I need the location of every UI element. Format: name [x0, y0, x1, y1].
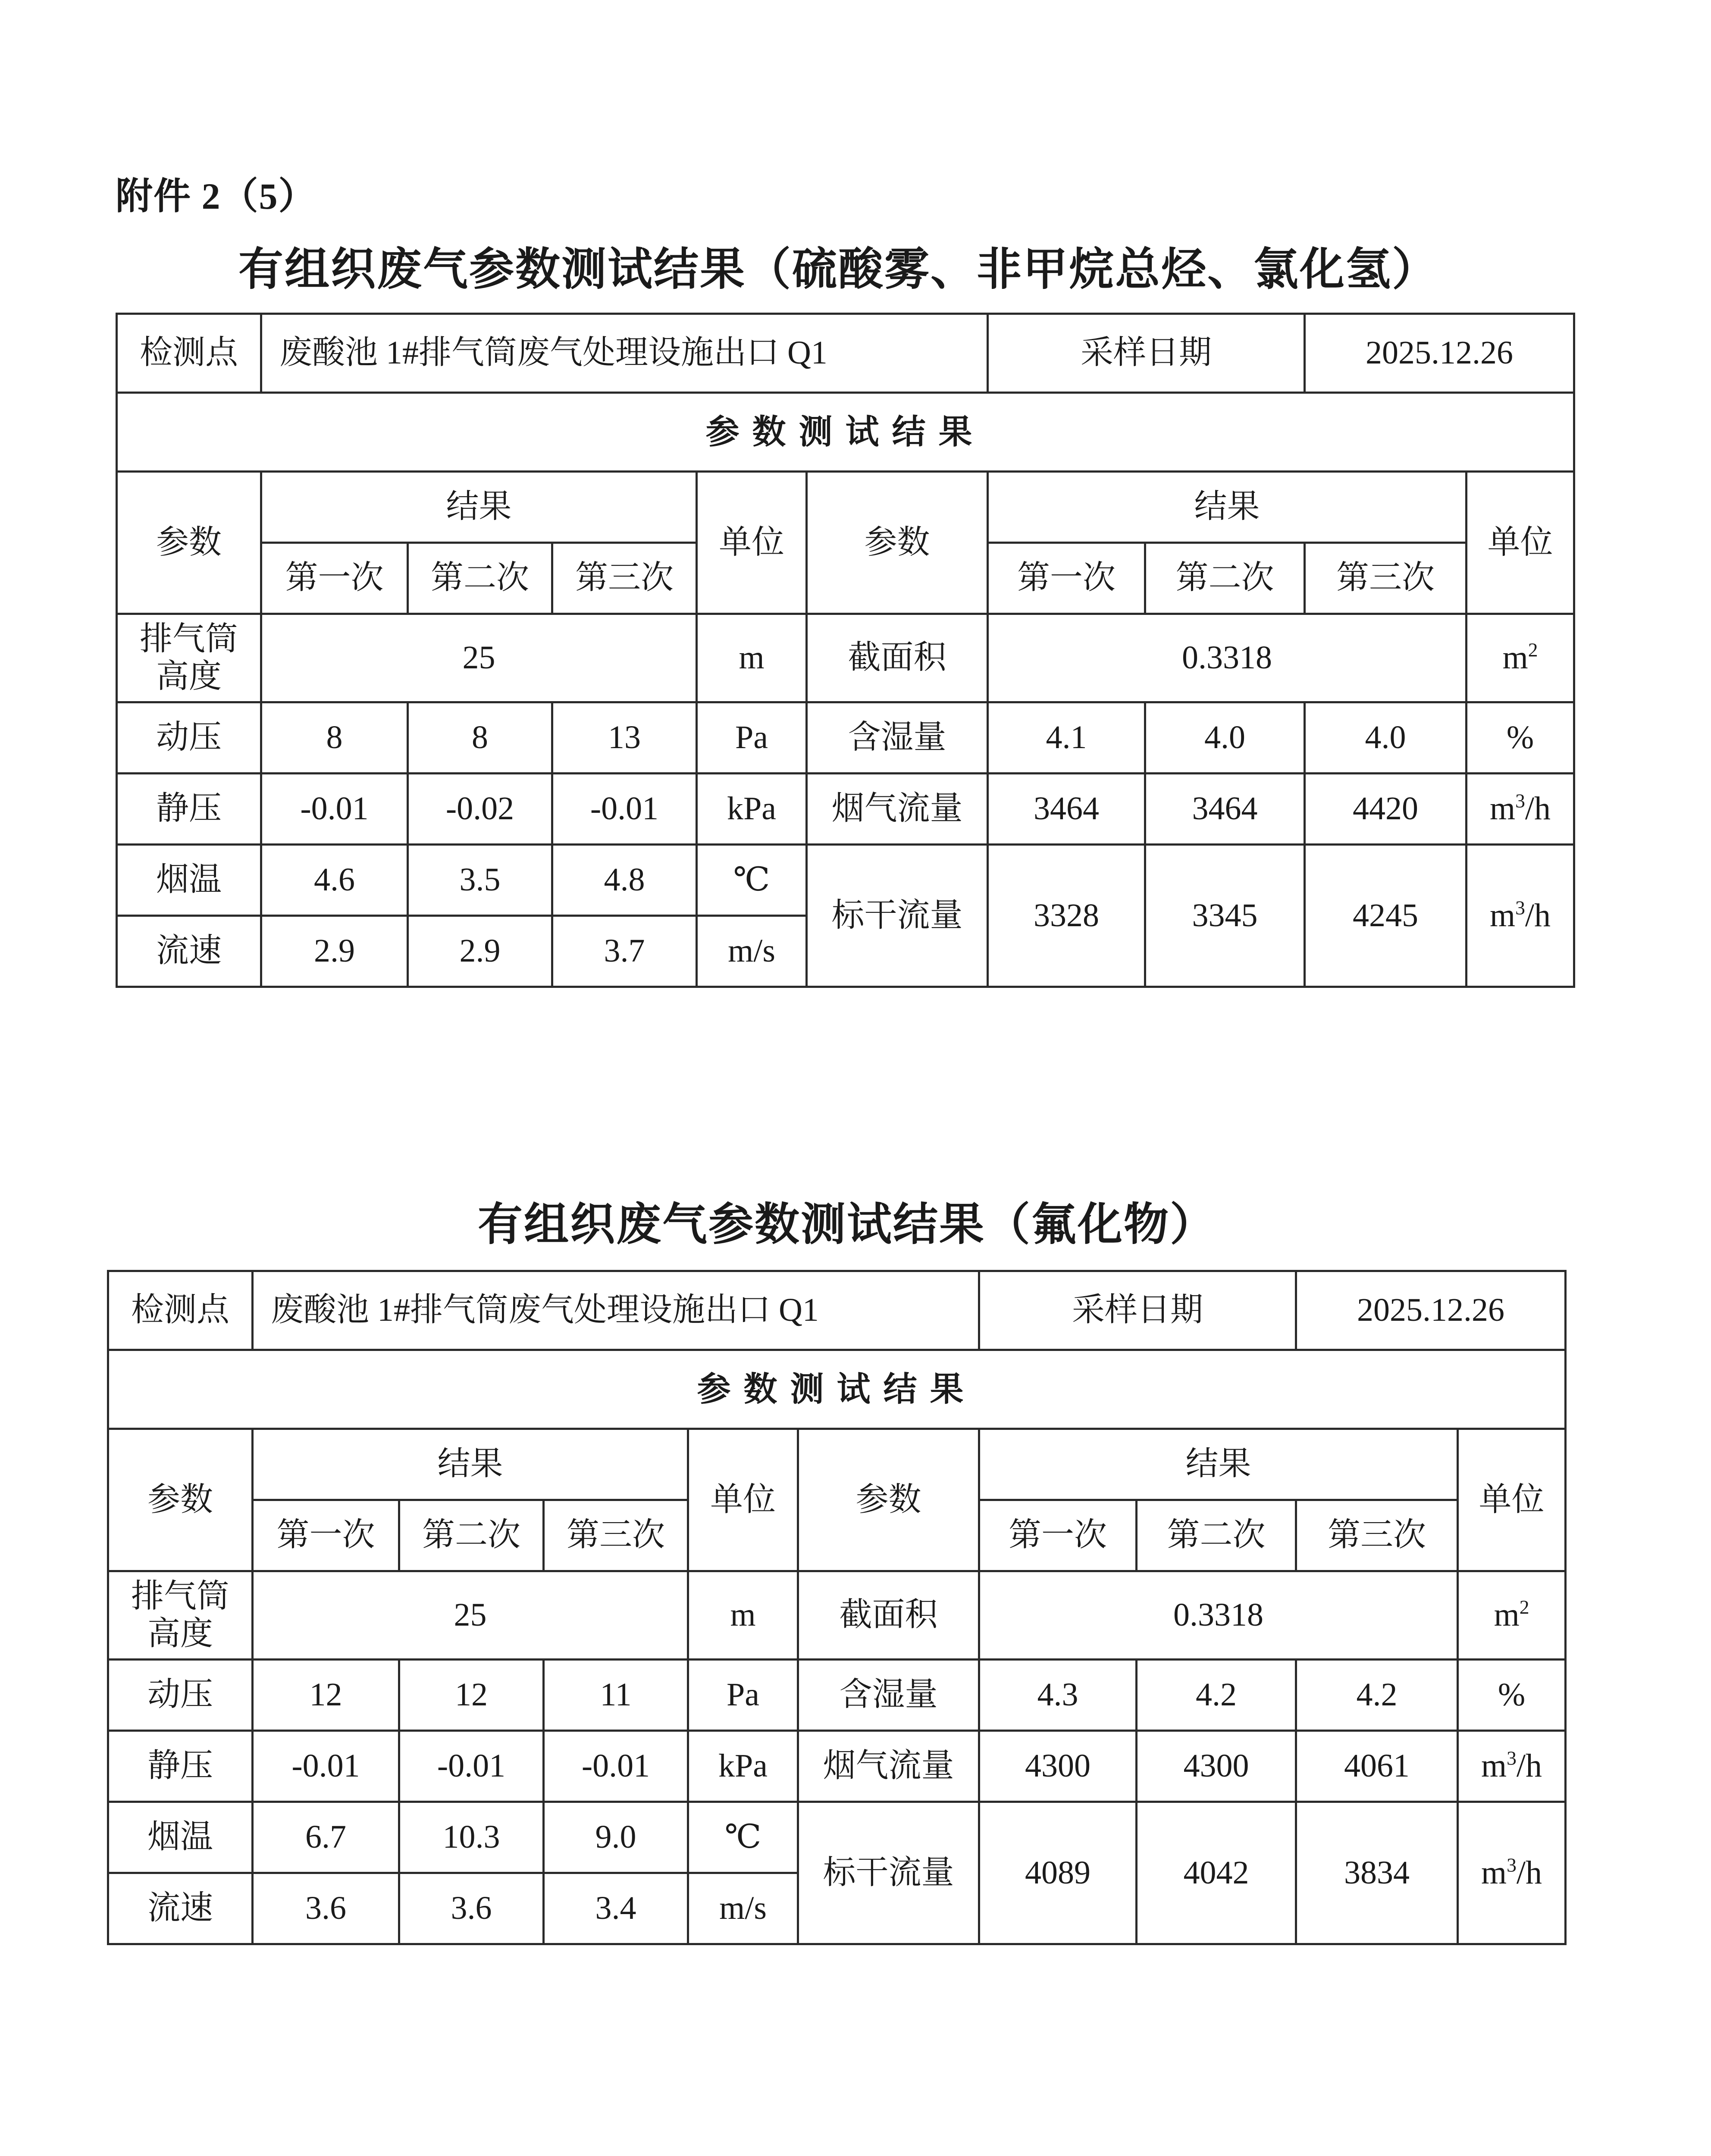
table-row — [117, 393, 1574, 472]
unit-label-cell-text: 单位 — [1487, 524, 1553, 561]
unit-cell — [1458, 1660, 1566, 1731]
date-value-cell-text: 2025.12.26 — [1366, 335, 1514, 371]
value-cell-text: -0.01 — [437, 1748, 506, 1784]
unit-cell — [1467, 845, 1574, 987]
table-row — [108, 1802, 1566, 1873]
value-cell — [552, 774, 697, 845]
run-label-cell-text: 第三次 — [567, 1517, 665, 1554]
table-row — [117, 614, 1574, 702]
value-cell — [1305, 702, 1467, 774]
row-label-cell-text: 动压 — [156, 719, 222, 756]
param-label-cell — [798, 1429, 979, 1571]
row-label-cell — [108, 1873, 253, 1944]
table-row — [108, 1429, 1566, 1500]
value-cell — [988, 845, 1145, 987]
value-cell — [1305, 845, 1467, 987]
result-label-cell — [253, 1429, 688, 1500]
value-cell — [1296, 1731, 1458, 1802]
row-label-cell — [798, 1731, 979, 1802]
point-label-cell — [117, 314, 261, 393]
unit-cell — [1467, 702, 1574, 774]
value-cell-text: 3464 — [1192, 790, 1258, 827]
unit-label-cell-text: 单位 — [1479, 1481, 1545, 1518]
param-label-cell-text: 参数 — [156, 524, 222, 561]
row-label-cell — [798, 1802, 979, 1944]
result-label-cell-text: 结果 — [437, 1446, 503, 1482]
row-label-cell — [117, 845, 261, 916]
unit-base: m — [1481, 1748, 1507, 1784]
value-cell-text: 4061 — [1344, 1748, 1410, 1784]
value-cell — [399, 1660, 544, 1731]
row-label-cell — [807, 702, 988, 774]
value-cell — [979, 1731, 1137, 1802]
table-row — [108, 1271, 1566, 1350]
stack-height-label-cell — [117, 614, 261, 702]
result-label-cell-text: 结果 — [1194, 489, 1260, 525]
value-cell-text: 3834 — [1344, 1854, 1410, 1891]
value-cell-text: 8 — [326, 719, 343, 756]
area-value-cell — [979, 1571, 1458, 1660]
unit-base: m — [1502, 639, 1528, 676]
value-cell — [408, 702, 552, 774]
row-label-cell-text: 流速 — [156, 933, 222, 969]
unit-base: m — [1481, 1854, 1507, 1891]
run-label-cell-text: 第二次 — [1175, 560, 1274, 596]
run-label-cell — [979, 1500, 1137, 1571]
area-label-cell — [798, 1571, 979, 1660]
value-cell — [408, 774, 552, 845]
unit-sup: 3 — [1515, 896, 1525, 919]
area-value-cell — [988, 614, 1467, 702]
run-label-cell — [988, 543, 1145, 614]
unit-base: m — [1490, 790, 1516, 827]
point-label-cell — [108, 1271, 253, 1350]
row-label-cell-text: 烟温 — [156, 862, 222, 898]
unit-cell — [1458, 1731, 1566, 1802]
value-cell — [1296, 1802, 1458, 1944]
date-label-cell-text: 采样日期 — [1072, 1292, 1203, 1329]
unit-label-cell — [697, 472, 807, 614]
row-label-cell-text: 烟温 — [147, 1819, 213, 1855]
value-cell-text: 3.6 — [305, 1890, 346, 1927]
run-label-cell — [1145, 543, 1305, 614]
stack-height-label-line2: 高度 — [147, 1616, 213, 1652]
table-header-cell — [108, 1350, 1566, 1429]
stack-height-label-line1: 排气筒 — [131, 1578, 229, 1614]
value-cell-text: 2.9 — [459, 933, 501, 969]
area-label-cell-text: 截面积 — [848, 639, 946, 676]
date-label-cell-text: 采样日期 — [1081, 335, 1212, 371]
value-cell-text: 3345 — [1192, 897, 1258, 934]
point-label-cell-text: 检测点 — [131, 1292, 229, 1329]
unit-cell — [697, 774, 807, 845]
value-cell-text: -0.02 — [445, 790, 514, 827]
value-cell-text: 4300 — [1183, 1748, 1249, 1784]
value-cell-text: 4089 — [1025, 1854, 1091, 1891]
run-label-cell-text: 第二次 — [431, 560, 529, 596]
table-row — [108, 1350, 1566, 1429]
table-row — [117, 774, 1574, 845]
value-cell-text: 10.3 — [442, 1819, 500, 1855]
param-label-cell — [108, 1429, 253, 1571]
unit-cell-text: kPa — [718, 1748, 768, 1784]
run-label-cell-text: 第二次 — [422, 1517, 520, 1554]
stack-height-label-line1: 排气筒 — [140, 620, 238, 657]
row-label-cell — [798, 1660, 979, 1731]
value-cell-text: 9.0 — [595, 1819, 636, 1855]
row-label-cell — [117, 916, 261, 987]
stack-height-label-line2: 高度 — [156, 658, 222, 695]
value-cell — [261, 702, 408, 774]
result-label-cell-text: 结果 — [446, 489, 512, 525]
stack-height-value-cell — [261, 614, 697, 702]
run-label-cell-text: 第一次 — [285, 560, 384, 596]
value-cell — [552, 916, 697, 987]
value-cell — [1305, 774, 1467, 845]
value-cell-text: -0.01 — [291, 1748, 360, 1784]
value-cell-text: -0.01 — [590, 790, 659, 827]
param-label-cell — [117, 472, 261, 614]
result-label-cell — [979, 1429, 1458, 1500]
value-cell — [979, 1660, 1137, 1731]
unit-cell-text: m/s — [719, 1890, 767, 1927]
section-title: 有组织废气参数测试结果（氟化物） — [477, 1200, 1216, 1250]
value-cell-text: 12 — [455, 1677, 488, 1713]
run-label-cell-text: 第一次 — [1017, 560, 1116, 596]
value-cell — [399, 1731, 544, 1802]
area-label-cell — [807, 614, 988, 702]
value-cell — [253, 1873, 399, 1944]
unit-sup: 3 — [1515, 790, 1525, 812]
unit-sup: 3 — [1507, 1854, 1517, 1876]
unit-cell-text: % — [1498, 1677, 1526, 1713]
unit-tail: /h — [1516, 1854, 1542, 1891]
row-label-cell — [108, 1731, 253, 1802]
area-unit-cell — [1467, 614, 1574, 702]
run-label-cell — [552, 543, 697, 614]
row-label-cell-text: 烟气流量 — [823, 1748, 954, 1784]
unit-label-cell — [1458, 1429, 1566, 1571]
result-label-cell — [988, 472, 1467, 543]
value-cell-text: 3.7 — [604, 933, 645, 969]
section-title: 有组织废气参数测试结果（硫酸雾、非甲烷总烃、氯化氢） — [238, 245, 1438, 295]
row-label-cell-text: 静压 — [147, 1748, 213, 1784]
point-value-cell-text: 废酸池 1#排气筒废气处理设施出口 Q1 — [271, 1292, 819, 1329]
date-value-cell — [1296, 1271, 1566, 1350]
run-label-cell-text: 第三次 — [1336, 560, 1435, 596]
unit-cell-text: kPa — [727, 790, 776, 827]
row-label-cell-text: 流速 — [147, 1890, 213, 1927]
table-row — [117, 314, 1574, 393]
row-label-cell-text: 动压 — [147, 1677, 213, 1713]
value-cell — [408, 916, 552, 987]
row-label-cell — [108, 1660, 253, 1731]
value-cell — [979, 1802, 1137, 1944]
unit-cell — [688, 1802, 798, 1873]
value-cell — [544, 1802, 688, 1873]
run-label-cell-text: 第一次 — [1009, 1517, 1107, 1554]
area-value-cell-text: 0.3318 — [1182, 639, 1272, 676]
table-row — [108, 1731, 1566, 1802]
table-header-cell — [117, 393, 1574, 472]
point-value-cell — [253, 1271, 979, 1350]
stack-height-unit-cell — [697, 614, 807, 702]
point-label-cell-text: 检测点 — [140, 335, 238, 371]
value-cell-text: 4.6 — [314, 862, 355, 898]
value-cell-text: 4245 — [1353, 897, 1419, 934]
value-cell-text: 4.3 — [1037, 1677, 1078, 1713]
stack-height-value-cell-text: 25 — [462, 639, 495, 676]
row-label-cell — [807, 774, 988, 845]
stack-height-value-cell — [253, 1571, 688, 1660]
unit-sup: 2 — [1519, 1596, 1529, 1618]
value-cell-text: 4420 — [1353, 790, 1419, 827]
table-row — [117, 472, 1574, 543]
stack-height-unit-cell-text: m — [739, 639, 765, 676]
point-value-cell — [261, 314, 988, 393]
value-cell-text: 6.7 — [305, 1819, 346, 1855]
run-label-cell — [544, 1500, 688, 1571]
value-cell-text: 4.1 — [1046, 719, 1087, 756]
value-cell-text: 3.5 — [459, 862, 501, 898]
row-label-cell-text: 含湿量 — [839, 1677, 938, 1713]
unit-cell — [1467, 774, 1574, 845]
value-cell — [253, 1660, 399, 1731]
unit-cell-text: m/s — [728, 933, 775, 969]
table-row — [117, 845, 1574, 916]
value-cell-text: 8 — [472, 719, 488, 756]
value-cell — [544, 1731, 688, 1802]
value-cell — [544, 1873, 688, 1944]
table-row — [108, 1571, 1566, 1660]
unit-cell-text: ℃ — [724, 1819, 761, 1855]
value-cell-text: 4.0 — [1204, 719, 1246, 756]
row-label-cell-text: 静压 — [156, 790, 222, 827]
value-cell — [988, 774, 1145, 845]
value-cell-text: 2.9 — [314, 933, 355, 969]
area-value-cell-text: 0.3318 — [1173, 1597, 1264, 1633]
run-label-cell-text: 第三次 — [1328, 1517, 1426, 1554]
date-label-cell — [979, 1271, 1296, 1350]
unit-tail: /h — [1525, 790, 1551, 827]
value-cell — [988, 702, 1145, 774]
value-cell — [253, 1731, 399, 1802]
run-label-cell — [253, 1500, 399, 1571]
parameter-table — [107, 1270, 1567, 1945]
value-cell-text: 13 — [608, 719, 641, 756]
unit-cell — [697, 916, 807, 987]
value-cell — [261, 774, 408, 845]
run-label-cell-text: 第一次 — [276, 1517, 375, 1554]
value-cell-text: 4300 — [1025, 1748, 1091, 1784]
unit-label-cell — [688, 1429, 798, 1571]
row-label-cell — [108, 1802, 253, 1873]
run-label-cell — [399, 1500, 544, 1571]
row-label-cell-text: 含湿量 — [848, 719, 946, 756]
value-cell-text: 4042 — [1183, 1854, 1249, 1891]
value-cell-text: 4.2 — [1196, 1677, 1237, 1713]
result-label-cell-text: 结果 — [1185, 1446, 1251, 1482]
unit-sup: 2 — [1528, 639, 1538, 661]
value-cell-text: 3464 — [1034, 790, 1100, 827]
unit-label-cell — [1467, 472, 1574, 614]
value-cell — [261, 845, 408, 916]
value-cell — [399, 1802, 544, 1873]
unit-base: m — [1494, 1597, 1520, 1633]
unit-cell-text: Pa — [727, 1677, 759, 1713]
value-cell — [399, 1873, 544, 1944]
value-cell-text: 4.8 — [604, 862, 645, 898]
unit-cell — [1458, 1802, 1566, 1944]
run-label-cell-text: 第三次 — [575, 560, 674, 596]
row-label-cell-text: 标干流量 — [831, 897, 963, 934]
param-label-cell — [807, 472, 988, 614]
attachment-label: 附件 2（5） — [116, 175, 317, 217]
row-label-cell-text: 标干流量 — [823, 1854, 954, 1891]
run-label-cell-text: 第二次 — [1167, 1517, 1266, 1554]
unit-base: m — [1490, 897, 1516, 934]
value-cell-text: 4.0 — [1365, 719, 1406, 756]
param-label-cell-text: 参数 — [864, 524, 930, 561]
date-value-cell — [1305, 314, 1574, 393]
unit-tail: /h — [1525, 897, 1551, 934]
run-label-cell — [1305, 543, 1467, 614]
point-value-cell-text: 废酸池 1#排气筒废气处理设施出口 Q1 — [279, 335, 827, 371]
unit-cell — [697, 845, 807, 916]
result-label-cell — [261, 472, 697, 543]
row-label-cell-text: 烟气流量 — [831, 790, 963, 827]
run-label-cell — [1296, 1500, 1458, 1571]
stack-height-value-cell-text: 25 — [454, 1597, 487, 1633]
unit-cell — [688, 1660, 798, 1731]
value-cell-text: 11 — [600, 1677, 632, 1713]
run-label-cell — [261, 543, 408, 614]
value-cell — [1296, 1660, 1458, 1731]
date-value-cell-text: 2025.12.26 — [1357, 1292, 1505, 1329]
value-cell-text: -0.01 — [300, 790, 369, 827]
value-cell-text: 3.6 — [451, 1890, 492, 1927]
unit-cell-text: Pa — [735, 719, 768, 756]
row-label-cell — [807, 845, 988, 987]
value-cell — [261, 916, 408, 987]
value-cell-text: 4.2 — [1356, 1677, 1398, 1713]
unit-cell-text: % — [1506, 719, 1534, 756]
value-cell — [552, 845, 697, 916]
unit-cell — [688, 1731, 798, 1802]
unit-cell — [697, 702, 807, 774]
value-cell — [1145, 845, 1305, 987]
unit-cell — [688, 1873, 798, 1944]
table-row — [108, 1660, 1566, 1731]
value-cell — [1145, 774, 1305, 845]
value-cell — [1137, 1660, 1296, 1731]
value-cell — [253, 1802, 399, 1873]
table-header-cell-text: 参数测试结果 — [705, 413, 985, 451]
value-cell-text: -0.01 — [581, 1748, 650, 1784]
unit-cell-text: ℃ — [733, 862, 770, 898]
row-label-cell — [117, 774, 261, 845]
unit-label-cell-text: 单位 — [719, 524, 784, 561]
stack-height-unit-cell — [688, 1571, 798, 1660]
value-cell — [552, 702, 697, 774]
param-label-cell-text: 参数 — [856, 1481, 921, 1518]
parameter-table — [116, 313, 1575, 988]
value-cell — [1137, 1731, 1296, 1802]
value-cell-text: 12 — [309, 1677, 342, 1713]
unit-tail: /h — [1516, 1748, 1542, 1784]
stack-height-label-cell — [108, 1571, 253, 1660]
value-cell-text: 3.4 — [595, 1890, 636, 1927]
area-unit-cell — [1458, 1571, 1566, 1660]
stack-height-unit-cell-text: m — [730, 1597, 756, 1633]
run-label-cell — [1137, 1500, 1296, 1571]
unit-sup: 3 — [1507, 1747, 1517, 1769]
value-cell — [1145, 702, 1305, 774]
table-row — [117, 702, 1574, 774]
date-label-cell — [988, 314, 1305, 393]
param-label-cell-text: 参数 — [147, 1481, 213, 1518]
value-cell — [1137, 1802, 1296, 1944]
value-cell — [544, 1660, 688, 1731]
unit-label-cell-text: 单位 — [710, 1481, 776, 1518]
run-label-cell — [408, 543, 552, 614]
table-header-cell-text: 参数测试结果 — [697, 1370, 977, 1408]
row-label-cell — [117, 702, 261, 774]
value-cell — [408, 845, 552, 916]
value-cell-text: 3328 — [1034, 897, 1100, 934]
area-label-cell-text: 截面积 — [839, 1597, 938, 1633]
